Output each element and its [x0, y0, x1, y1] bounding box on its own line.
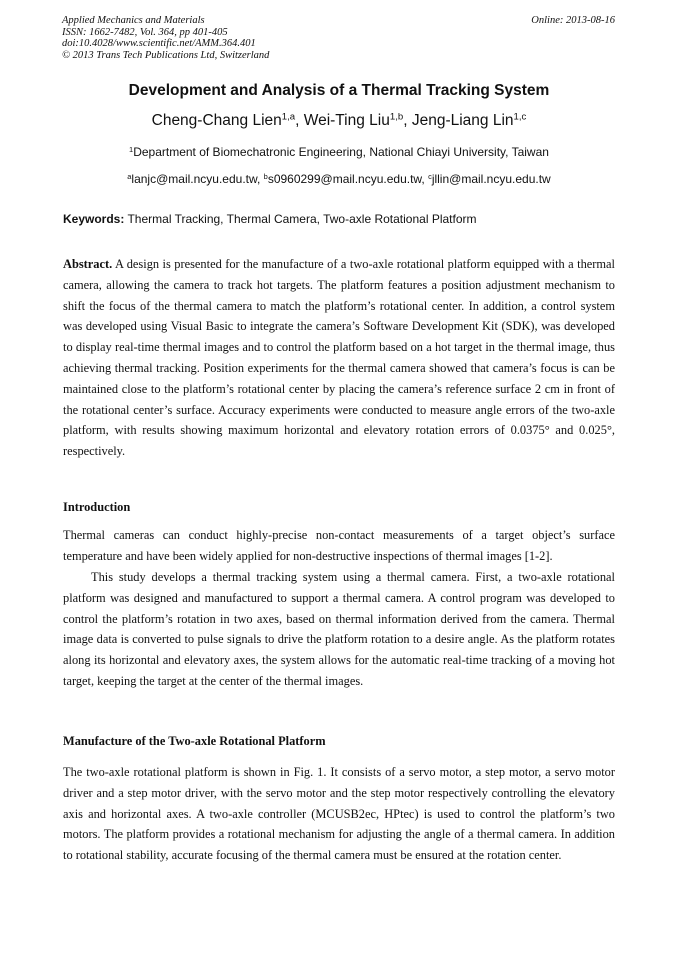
affiliation-mark: 1 — [129, 144, 134, 154]
abstract-text: A design is presented for the manufacture of a two-axle rotational platform equipped with a thermal camera, allowing the camera to track hot targets. The platform features a position adjustment mechanism to shift the focus of the thermal camera to match the platform’s rotational center. In addition, a control system was developed using Visual Basic to integrate the camera’s Software Development Kit (SDK), was developed to display real-time thermal images and to control the platform based on a hot target in the thermal image, thus achieving thermal tracking. Position experiments for the thermal camera showed that camera’s focus is can be maintained close to the platform’s rotational center by placing the camera’s reference surface 2 cm in front of the rotational center’s surface. Accuracy experiments were conducted to measure angle errors of the two-axle platform, with results showing maximum horizontal and elevatory rotation errors of 0.0375° and 0.025°, respectively. — [63, 257, 615, 459]
email-address[interactable]: s0960299@mail.ncyu.edu.tw — [267, 172, 422, 186]
author-list: Cheng-Chang Lien$^{1,a}$, Wei-Ting Liu$^{1,b}$, Jeng-Liang Lin$^{1,c}$ — [151, 111, 527, 129]
journal-copyright: © 2013 Trans Tech Publications Ltd, Switzerland — [62, 49, 270, 61]
introduction-heading: Introduction — [63, 500, 131, 514]
keywords-label: Keywords: — [63, 212, 125, 226]
author-name: Wei-Ting Liu — [303, 112, 390, 129]
abstract — [63, 254, 615, 462]
paper-title: Development and Analysis of a Thermal Tracking System — [128, 82, 550, 99]
introduction-paragraph-1: Thermal cameras can conduct highly-precise non-contact measurements of a target object’s surface temperature and have been widely applied for non-destructive inspections of thermal images [1-2]. — [63, 528, 615, 563]
introduction-paragraph-2: This study develops a thermal tracking system using a thermal camera. First, a two-axle rotational platform was designed and manufactured to support a thermal camera. A control program was developed to control the platform’s rotation in two axes, based on thermal information derived from the camera. Thermal image data is converted to pulse signals to drive the platform rotation to a desire angle. As the platform rotates along its horizontal and elevatory axes, the system allows for the automatic real-time tracking of a moving hot target, keeping the target at the center of the thermal images. — [63, 570, 615, 688]
journal-name: Applied Mechanics and Materials — [62, 15, 205, 26]
keywords-text: Thermal Tracking, Thermal Camera, Two-axle Rotational Platform — [124, 212, 477, 226]
journal-doi: doi:10.4028/www.scientific.net/AMM.364.401 — [62, 38, 256, 49]
journal-issn: ISSN: 1662-7482, Vol. 364, pp 401-405 — [62, 26, 228, 38]
affiliation-text: Department of Biomechatronic Engineering, National Chiayi University, Taiwan — [133, 145, 549, 159]
email-list: $^a$lanjc@mail.ncyu.edu.tw, $^b$s0960299@mail.ncyu.edu.tw, $^c$jllin@mail.ncyu.edu.tw — [127, 171, 551, 186]
email-address[interactable]: lanjc@mail.ncyu.edu.tw — [131, 172, 257, 186]
author-affiliation-mark: 1,b — [389, 111, 404, 123]
manufacture-heading: Manufacture of the Two-axle Rotational Platform — [63, 734, 326, 748]
abstract-label: Abstract. — [63, 257, 113, 271]
online-date: Online: 2013-08-16 — [531, 15, 615, 26]
author-name: Cheng-Chang Lien — [151, 112, 282, 129]
manufacture-paragraph-1: The two-axle rotational platform is shown in Fig. 1. It consists of a servo motor, a step motor, a servo motor driver and a step motor driver, with the servo motor and the step motor respectively controlling the elevatory axis and horizontal axes. A two-axle controller (MCUSB2ec, HPtec) is used to control the platform’s two motors. The platform provides a rotational mechanism for adjusting the angle of a thermal camera. In addition to rotational stability, accurate focusing of the thermal camera must be ensured at the rotation center. — [63, 765, 615, 863]
author-name: Jeng-Liang Lin — [411, 112, 514, 129]
affiliation — [0, 145, 678, 159]
keywords — [63, 212, 615, 226]
author-affiliation-mark: 1,a — [281, 111, 296, 123]
author-affiliation-mark: 1,c — [513, 111, 527, 123]
journal-header — [62, 15, 269, 61]
email-address[interactable]: jllin@mail.ncyu.edu.tw — [431, 172, 551, 186]
